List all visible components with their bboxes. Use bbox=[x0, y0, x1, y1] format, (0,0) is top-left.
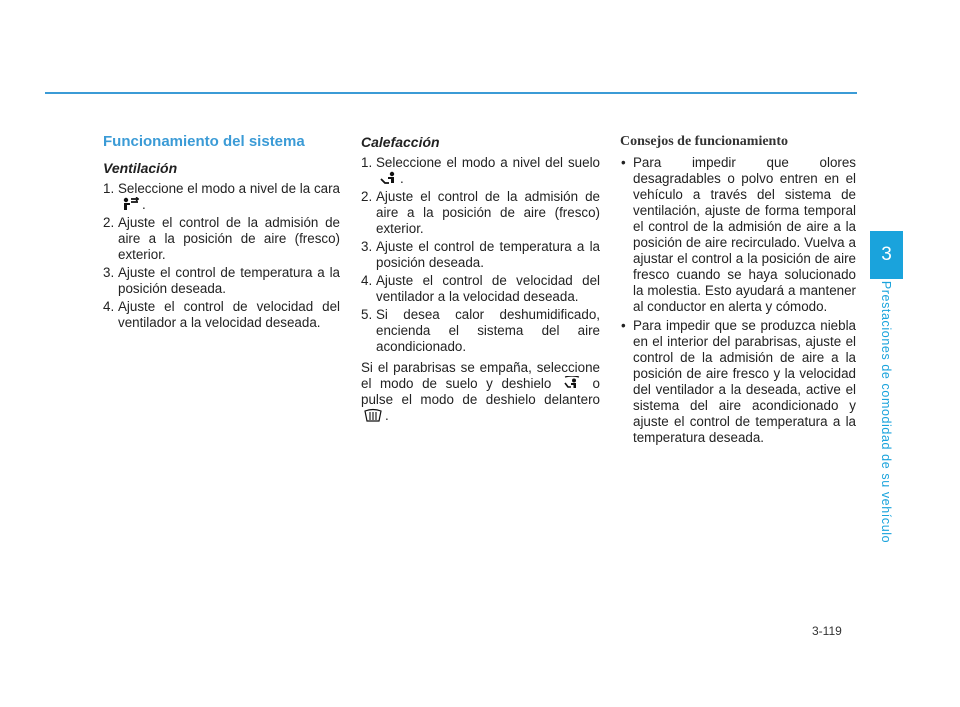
step-number: 4. bbox=[103, 299, 115, 314]
step-text: Ajuste el control de temperatura a la posición deseada. bbox=[376, 239, 600, 270]
list-item bbox=[361, 239, 600, 271]
step-number: 4. bbox=[361, 273, 373, 288]
step-text: Si desea calor deshumidificado, encienda el sistema del aire acondicionado. bbox=[376, 307, 600, 354]
consejos-list bbox=[620, 155, 856, 446]
bullet-mark: • bbox=[621, 155, 626, 170]
note-text: o pulse el modo de deshielo delantero bbox=[361, 376, 600, 407]
step-number: 2. bbox=[361, 189, 373, 204]
column-middle bbox=[361, 128, 600, 424]
list-item bbox=[103, 299, 340, 331]
floor-mode-icon bbox=[379, 171, 397, 185]
face-mode-icon bbox=[121, 197, 139, 211]
list-item bbox=[361, 307, 600, 355]
note-end: . bbox=[385, 408, 389, 423]
step-number: 5. bbox=[361, 307, 373, 322]
floor-defrost-icon bbox=[563, 376, 581, 390]
consejos-title: Consejos de funcionamiento bbox=[620, 134, 789, 149]
step-text: Seleccione el modo a nivel de la cara bbox=[118, 181, 340, 196]
list-item bbox=[620, 155, 856, 315]
step-number: 1. bbox=[103, 181, 115, 196]
ventilacion-steps bbox=[103, 181, 340, 331]
step-number: 1. bbox=[361, 155, 373, 170]
step-number: 3. bbox=[103, 265, 115, 280]
step-text: Seleccione el modo a nivel del suelo bbox=[376, 155, 600, 170]
list-item bbox=[620, 318, 856, 446]
column-right bbox=[620, 128, 856, 449]
top-rule bbox=[45, 92, 857, 94]
step-number: 2. bbox=[103, 215, 115, 230]
list-item bbox=[361, 273, 600, 305]
chapter-side-title: Prestaciones de comodidad de su vehículo bbox=[879, 280, 893, 544]
bullet-text: Para impedir que se produzca niebla en el interior del parabrisas, ajuste el control de la admisión de aire a la posición de aire fresco y la velocidad del ventilador a la deseada, active el sistema del aire acondicionado y ajuste el control de temperatura a la temperatura deseada. bbox=[633, 318, 856, 445]
calefaccion-steps bbox=[361, 155, 600, 355]
bullet-mark: • bbox=[621, 318, 626, 333]
ventilacion-title: Ventilación bbox=[103, 160, 178, 176]
step-text-end: . bbox=[142, 197, 146, 212]
defrost-note bbox=[361, 360, 600, 424]
step-text: Ajuste el control de temperatura a la posición deseada. bbox=[118, 265, 340, 296]
note-text: Si el parabrisas se empaña, seleccione el modo de suelo y deshielo bbox=[361, 360, 600, 391]
column-left bbox=[103, 128, 340, 333]
list-item bbox=[361, 189, 600, 237]
step-text: Ajuste el control de la admisión de aire a la posición de aire (fresco) exterior. bbox=[376, 189, 600, 236]
section-title: Funcionamiento del sistema bbox=[103, 133, 305, 150]
list-item bbox=[103, 181, 340, 213]
list-item bbox=[361, 155, 600, 187]
step-text: Ajuste el control de velocidad del ventilador a la velocidad deseada. bbox=[376, 273, 600, 304]
page-number: 3-119 bbox=[812, 624, 842, 638]
step-text-end: . bbox=[400, 171, 404, 186]
step-text: Ajuste el control de velocidad del ventilador a la velocidad deseada. bbox=[118, 299, 340, 330]
bullet-text: Para impedir que olores desagradables o polvo entren en el vehículo a través del sistema de ventilación, ajuste de forma temporal el control de la admisión de aire a la posición de aire recirculado. Vuelva a ajustar el control a la posición de aire fresco cuando se haya solucionado la molestia. Esto ayudará a mantener al conductor en alerta y cómodo. bbox=[633, 155, 856, 314]
chapter-tab: 3 bbox=[870, 231, 903, 279]
list-item bbox=[103, 215, 340, 263]
step-number: 3. bbox=[361, 239, 373, 254]
calefaccion-title: Calefacción bbox=[361, 134, 440, 150]
step-text: Ajuste el control de la admisión de aire a la posición de aire (fresco) exterior. bbox=[118, 215, 340, 262]
front-defrost-icon bbox=[364, 408, 382, 422]
list-item bbox=[103, 265, 340, 297]
